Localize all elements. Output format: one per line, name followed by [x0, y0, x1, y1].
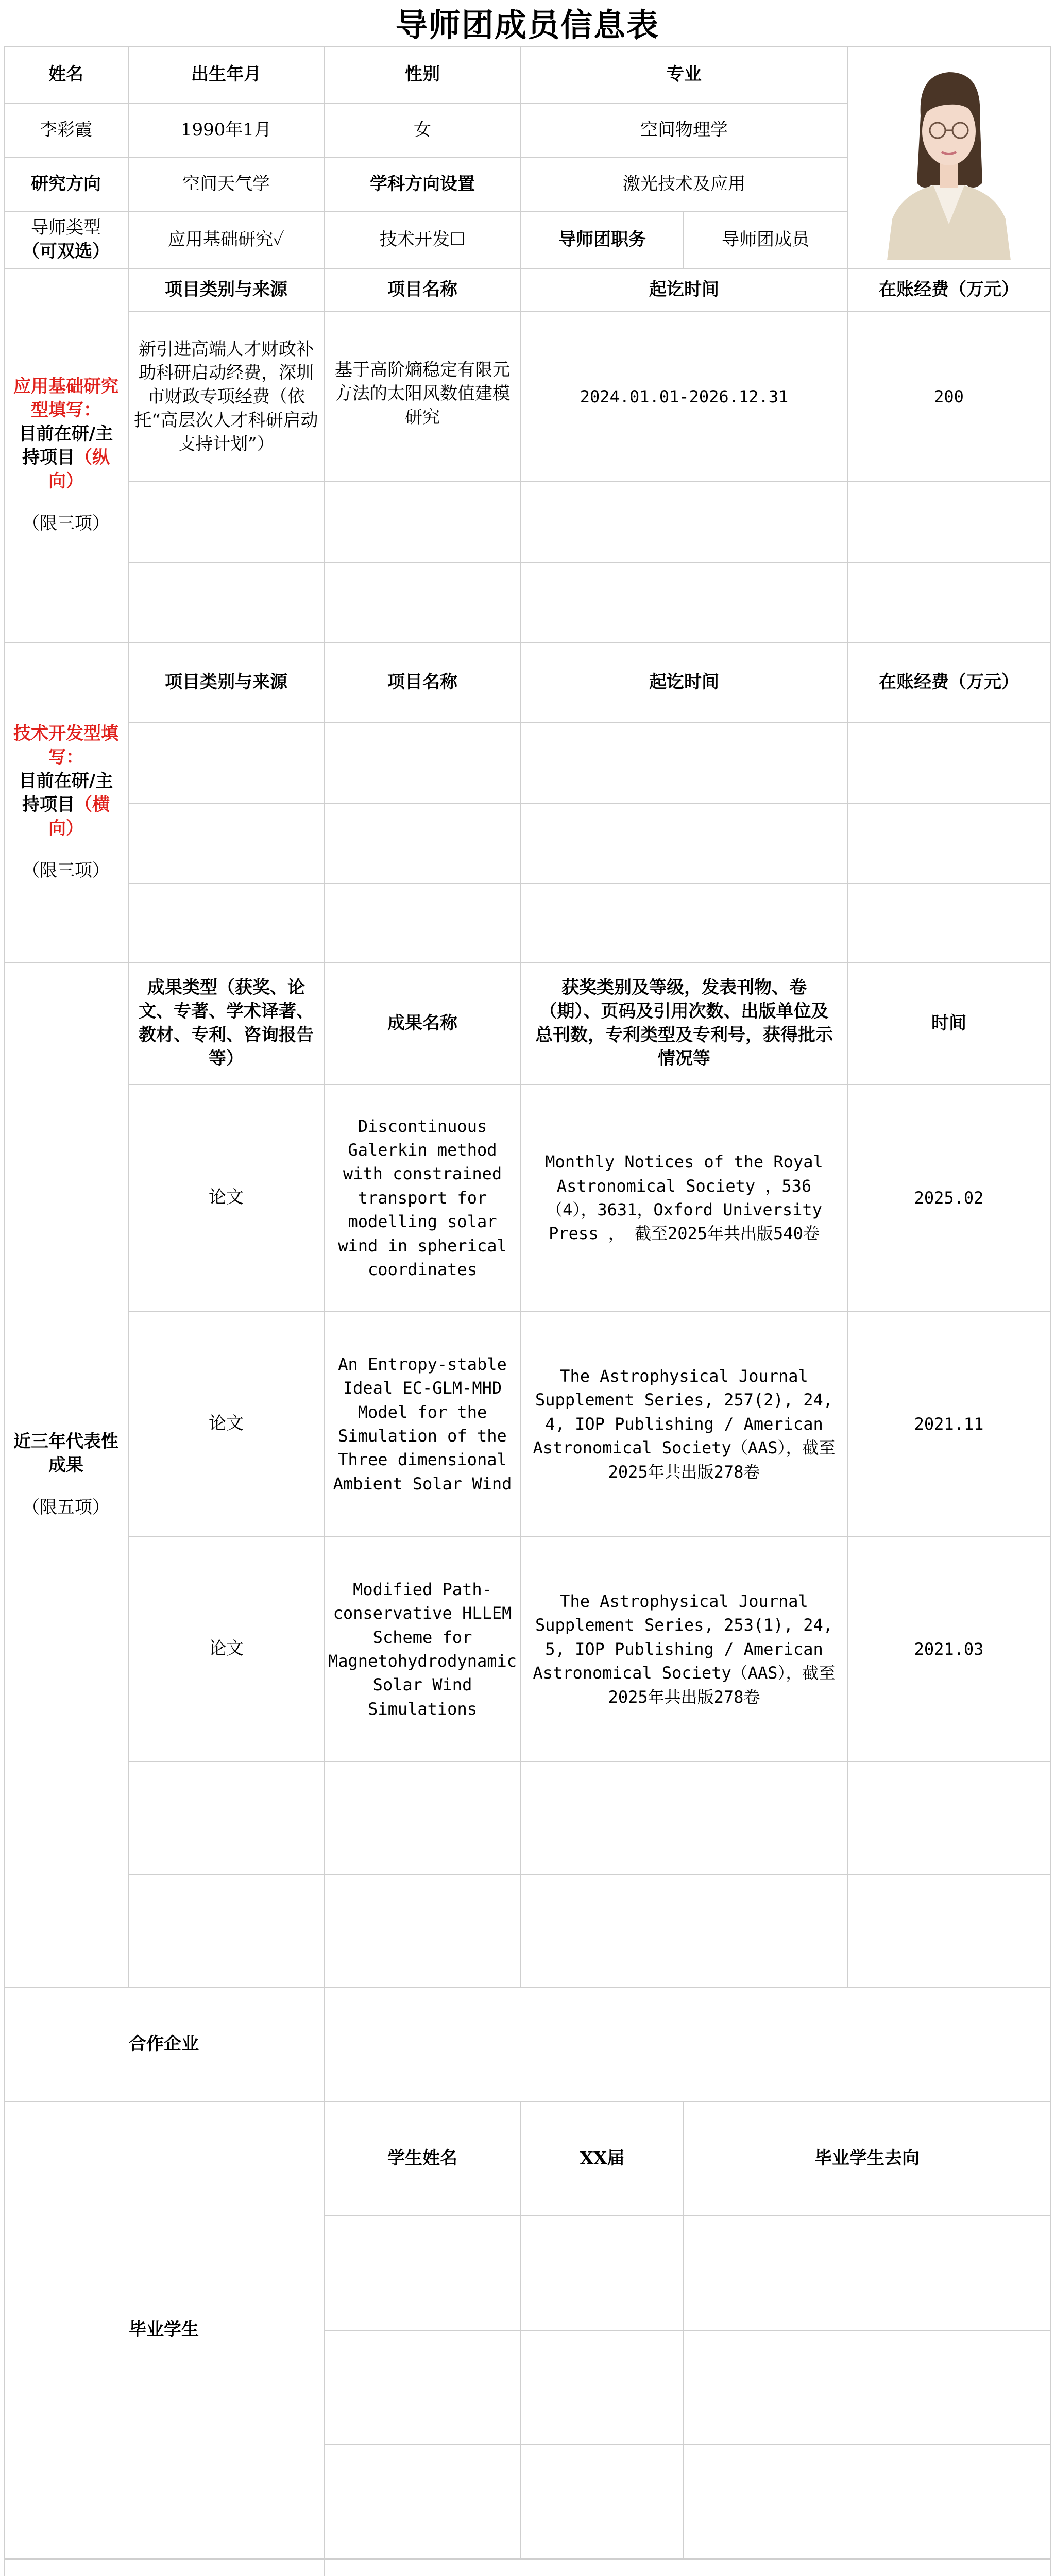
applied-label-red3: （纵 [75, 447, 110, 468]
ach-row3-time: 2021.03 [848, 1537, 1051, 1762]
applied-row3-funds [848, 563, 1051, 643]
birth-value: 1990年1月 [129, 104, 325, 158]
applied-col-funds: 在账经费（万元） [848, 269, 1051, 312]
applied-col-name: 项目名称 [325, 269, 521, 312]
ach-row4-time [848, 1762, 1051, 1875]
tech-col-source: 项目类别与来源 [129, 643, 325, 723]
applied-row2-period [521, 482, 848, 563]
grad-row1-destination [684, 2216, 1051, 2331]
ach-row1-type: 论文 [129, 1085, 325, 1312]
grad-row3-destination [684, 2445, 1051, 2560]
name-label: 姓名 [4, 46, 129, 104]
grad-row2-name [325, 2331, 521, 2445]
ach-col-type: 成果类型（获奖、论文、专著、学术译著、教材、专利、咨询报告等） [129, 963, 325, 1085]
applied-label-black2: 持项目 [22, 447, 75, 468]
ach-col-name: 成果名称 [325, 963, 521, 1085]
applied-row3-source [129, 563, 325, 643]
achievements-limit: （限五项） [22, 1497, 110, 1518]
graduates-label: 毕业学生 [4, 2102, 325, 2560]
birth-label: 出生年月 [129, 46, 325, 104]
ach-row3-type: 论文 [129, 1537, 325, 1762]
research-value: 空间天气学 [129, 158, 325, 212]
research-label: 研究方向 [4, 158, 129, 212]
team-role-value: 导师团成员 [684, 212, 848, 269]
tech-label-black1: 目前在研/主 [19, 771, 113, 792]
grad-col-destination: 毕业学生去向 [684, 2102, 1051, 2216]
ach-row2-name: An Entropy-stable Ideal EC-GLM-MHD Model for the Simulation of the Three dimensional Ambient Solar Wind [325, 1312, 521, 1537]
grad-row2-destination [684, 2331, 1051, 2445]
option-applied-research[interactable]: 应用基础研究✓ [129, 212, 325, 269]
applied-row2-name [325, 482, 521, 563]
applied-row1-funds: 200 [848, 312, 1051, 482]
ach-row5-type [129, 1875, 325, 1988]
mentor-type-label [4, 212, 129, 269]
tech-row3-period [521, 884, 848, 963]
photo-cell [848, 46, 1051, 269]
ach-row1-detail: Monthly Notices of the Royal Astronomical Society ，536（4），3631，Oxford University Press ， 截至2025年共出版540卷 [521, 1085, 848, 1312]
tech-row3-name [325, 884, 521, 963]
tech-row1-name [325, 723, 521, 804]
tech-label-red3: （横 [75, 794, 110, 815]
ach-row2-time: 2021.11 [848, 1312, 1051, 1537]
person-photo-icon [872, 54, 1026, 260]
tech-col-period: 起讫时间 [521, 643, 848, 723]
grad-row3-name [325, 2445, 521, 2560]
ach-row4-name [325, 1762, 521, 1875]
tech-limit: （限三项） [22, 860, 110, 881]
grad-col-name: 学生姓名 [325, 2102, 521, 2216]
ach-col-detail: 获奖类别及等级，发表刊物、卷（期）、页码及引用次数、出版单位及总刊数，专利类型及专利号，获得批示情况等 [521, 963, 848, 1085]
applied-label-black1: 目前在研/主 [19, 423, 113, 445]
grad-row1-name [325, 2216, 521, 2331]
applied-col-source: 项目类别与来源 [129, 269, 325, 312]
discipline-value: 激光技术及应用 [521, 158, 848, 212]
name-value: 李彩霞 [4, 104, 129, 158]
ach-row5-detail [521, 1875, 848, 1988]
tech-label-red1: 技术开发型填 [13, 723, 118, 744]
ach-row1-name: Discontinuous Galerkin method with constrained transport for modelling solar wind in spherical coordinates [325, 1085, 521, 1312]
ach-row5-name [325, 1875, 521, 1988]
tech-label-black2: 持项目 [22, 794, 75, 815]
ach-row4-detail [521, 1762, 848, 1875]
tech-label-red4: 向） [48, 818, 83, 839]
tech-row2-funds [848, 804, 1051, 884]
option-tech-development[interactable]: 技术开发☐ [325, 212, 521, 269]
tech-col-funds: 在账经费（万元） [848, 643, 1051, 723]
tech-col-name: 项目名称 [325, 643, 521, 723]
ach-row3-detail: The Astrophysical Journal Supplement Series, 253(1), 24, 5, IOP Publishing / American Astronomical Society（AAS），截至2025年共出版278卷 [521, 1537, 848, 1762]
grad-row3-class [521, 2445, 684, 2560]
tech-row2-name [325, 804, 521, 884]
ach-row2-detail: The Astrophysical Journal Supplement Series, 257(2), 24, 4, IOP Publishing / American Astronomical Society（AAS），截至2025年共出版278卷 [521, 1312, 848, 1537]
page-title: 导师团成员信息表 [395, 6, 659, 44]
tech-row1-period [521, 723, 848, 804]
achievements-title: 近三年代表性成果 [13, 1431, 118, 1476]
applied-label-red2: 型填写： [31, 400, 101, 421]
major-value: 空间物理学 [521, 104, 848, 158]
tech-row3-source [129, 884, 325, 963]
applied-row1-source: 新引进高端人才财政补助科研启动经费，深圳市财政专项经费（依托“高层次人才科研启动支持计划”） [129, 312, 325, 482]
grad-row2-class [521, 2331, 684, 2445]
requirements-text [325, 2560, 1051, 2576]
partner-label: 合作企业 [4, 1988, 325, 2102]
ach-row3-name: Modified Path-conservative HLLEM Scheme for Magnetohydrodynamic Solar Wind Simulations [325, 1537, 521, 1762]
applied-label-red4: 向） [48, 470, 83, 492]
applied-row2-funds [848, 482, 1051, 563]
mentor-type-sub: （可双选） [22, 241, 110, 262]
tech-row3-funds [848, 884, 1051, 963]
tech-row1-funds [848, 723, 1051, 804]
applied-row2-source [129, 482, 325, 563]
tech-label-red2: 写： [48, 747, 83, 768]
requirements-label [4, 2560, 325, 2576]
ach-row2-type: 论文 [129, 1312, 325, 1537]
gender-label: 性别 [325, 46, 521, 104]
tech-row2-period [521, 804, 848, 884]
tech-row1-source [129, 723, 325, 804]
major-label: 专业 [521, 46, 848, 104]
applied-row3-period [521, 563, 848, 643]
achievements-label [4, 963, 129, 1988]
discipline-label: 学科方向设置 [325, 158, 521, 212]
mentor-type-title: 导师类型 [31, 217, 101, 239]
grad-col-class: XX届 [521, 2102, 684, 2216]
team-role-label: 导师团职务 [521, 212, 684, 269]
ach-row4-type [129, 1762, 325, 1875]
gender-value: 女 [325, 104, 521, 158]
ach-row1-time: 2025.02 [848, 1085, 1051, 1312]
applied-col-period: 起讫时间 [521, 269, 848, 312]
applied-limit: （限三项） [22, 513, 110, 534]
applied-label-red1: 应用基础研究 [13, 376, 118, 397]
applied-section-label [4, 269, 129, 643]
applied-row3-name [325, 563, 521, 643]
ach-col-time: 时间 [848, 963, 1051, 1085]
tech-row2-source [129, 804, 325, 884]
grad-row1-class [521, 2216, 684, 2331]
applied-row1-period: 2024.01.01-2026.12.31 [521, 312, 848, 482]
partner-value [325, 1988, 1051, 2102]
ach-row5-time [848, 1875, 1051, 1988]
applied-row1-name: 基于高阶熵稳定有限元方法的太阳风数值建模研究 [325, 312, 521, 482]
tech-section-label [4, 643, 129, 963]
